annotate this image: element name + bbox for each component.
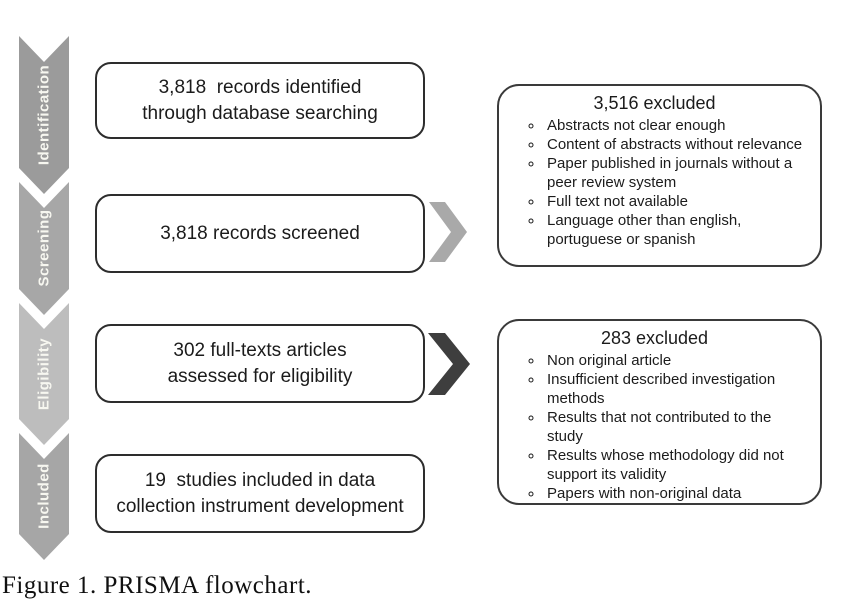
exclusion-list — [499, 351, 810, 503]
right-arrow-eligibility-icon — [428, 333, 470, 395]
flow-box-text: collection instrument development — [116, 495, 404, 517]
flow-box-text: assessed for eligibility — [167, 365, 353, 387]
flow-box-text: 3,818 records screened — [160, 222, 360, 244]
stage-label-identification: Identification — [35, 64, 53, 166]
exclusion-item: ◦ Results whose methodology did not support its validity — [544, 446, 810, 484]
exclusion-item: ◦ Language other than english, portuguese or spanish — [544, 211, 810, 249]
flow-box-records-identified — [95, 62, 425, 139]
exclusion-item: ◦ Full text not available — [544, 192, 810, 211]
right-arrow-shape — [428, 333, 470, 395]
stage-label-included: Included — [35, 463, 53, 529]
stage-label-eligibility: Eligibility — [35, 337, 53, 411]
figure-caption: Figure 1. PRISMA flowchart. — [2, 572, 313, 599]
exclusion-item: ◦ Abstracts not clear enough — [544, 116, 810, 135]
right-arrow-screening-icon — [429, 202, 467, 262]
flow-box-fulltext-assessed — [95, 324, 425, 403]
stage-label-screening: Screening — [35, 209, 53, 287]
exclusion-item: ◦ Paper published in journals without a peer review system — [544, 154, 810, 192]
flow-box-studies-included — [95, 454, 425, 533]
exclusion-item: ◦ Papers with non-original data — [544, 484, 810, 503]
flow-box-records-screened — [95, 194, 425, 273]
exclusion-item: ◦ Results that not contributed to the study — [544, 408, 810, 446]
flow-box-text: through database searching — [142, 102, 378, 124]
right-arrow-shape — [429, 202, 467, 262]
exclusion-title: 283 excluded — [600, 328, 709, 348]
exclusion-item: ◦ Non original article — [544, 351, 810, 370]
flow-box-text: 19 studies included in data — [144, 470, 376, 492]
flow-box-text: 3,818 records identified — [158, 77, 362, 99]
exclusion-box-screening — [497, 84, 822, 267]
exclusion-item: ◦ Insufficient described investigation methods — [544, 370, 810, 408]
exclusion-item: ◦ Content of abstracts without relevance — [544, 135, 810, 154]
flow-box-text: 302 full-texts articles — [173, 340, 347, 362]
exclusion-title: 3,516 excluded — [593, 93, 716, 113]
exclusion-box-eligibility — [497, 319, 822, 505]
exclusion-list — [499, 116, 810, 249]
